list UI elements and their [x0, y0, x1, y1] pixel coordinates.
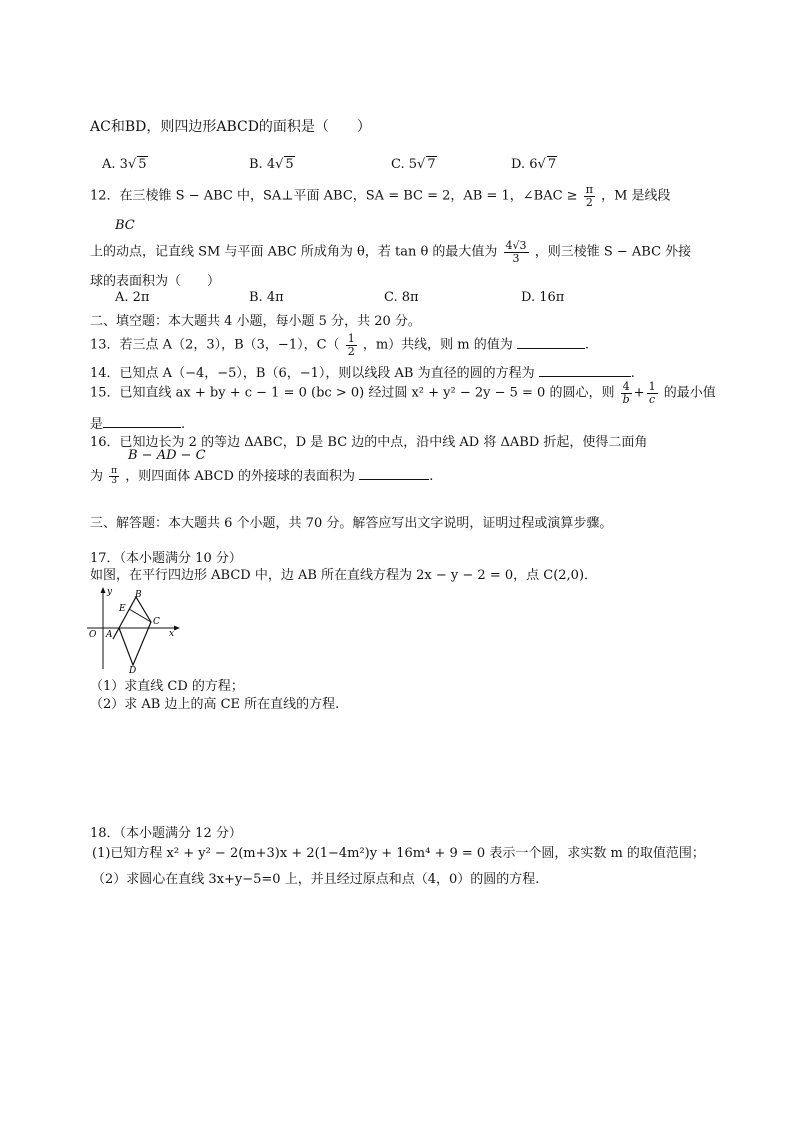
- fraction-denominator: c: [648, 392, 656, 406]
- answer-blank[interactable]: [539, 376, 631, 377]
- option-coef: 3: [119, 157, 128, 172]
- fraction-denominator: 3: [111, 476, 117, 486]
- q12-text-b: ，M 是线段: [601, 188, 671, 204]
- option-coef: 6: [529, 157, 538, 172]
- label-a: A: [106, 630, 113, 640]
- q16-line3: [90, 465, 433, 486]
- q12-line4: 球的表面积为（ ）: [90, 274, 221, 289]
- q11-stem: AC和BD，则四边形ABCD的面积是（ ）: [90, 119, 371, 135]
- q17-part-2: （2）求 AB 边上的高 CE 所在直线的方程.: [90, 697, 340, 712]
- q17-part-1: （1）求直线 CD 的方程；: [90, 679, 244, 694]
- q12-angle-fraction: [584, 184, 595, 208]
- q18-header: 18．（本小题满分 12 分）: [90, 826, 242, 841]
- label-y: y: [107, 587, 113, 597]
- fraction-denominator: 2: [347, 344, 355, 358]
- option-label: C.: [391, 157, 405, 172]
- q16-text-b: ，则四面体 ABCD 的外接球的表面积为: [125, 469, 356, 484]
- q18-part-2: （2）求圆心在直线 3x+y−5=0 上，并且经过原点和点（4，0）的圆的方程.: [92, 872, 540, 887]
- q15-end: .: [181, 417, 186, 432]
- q15-text-b: 的最小值: [663, 385, 716, 401]
- q12-option-c: C. 8π: [384, 290, 419, 305]
- label-x: x: [169, 629, 175, 639]
- q15-text-a: 15．已知直线 ax + by + c − 1 = 0 (bc > 0) 经过圆 x² + y² − 2y − 5 = 0 的圆心，则: [90, 385, 615, 401]
- section-2-heading: 二、填空题：本大题共 4 小题，每小题 5 分，共 20 分。: [90, 314, 421, 329]
- fraction-denominator: 2: [585, 195, 593, 209]
- label-c: C: [153, 617, 160, 627]
- answer-blank[interactable]: [517, 348, 585, 349]
- label-e: E: [119, 604, 126, 614]
- fraction-numerator: 1: [648, 380, 656, 393]
- y-axis-arrow: [101, 587, 106, 593]
- q12-line1: [90, 184, 671, 208]
- q12-text-d: ，则三棱锥 S − ABC 外接: [534, 244, 692, 260]
- option-radicand: 5: [138, 157, 147, 172]
- q12-line2: BC: [115, 218, 135, 233]
- q12-option-d: D. 16π: [521, 290, 565, 305]
- q11-option-b: B. 4√ 5: [249, 157, 294, 172]
- q11-option-c: C. 5√ 7: [391, 157, 436, 172]
- section-3-heading: 三、解答题：本大题共 6 个小题，共 70 分。解答应写出文字说明，证明过程或演算步骤。: [90, 516, 613, 531]
- q13-fraction: [346, 333, 357, 357]
- q17-figure: [85, 585, 190, 675]
- q17-header: 17．（本小题满分 10 分）: [90, 551, 242, 566]
- fraction-numerator: π: [585, 183, 593, 196]
- q11-option-d: D. 6√ 7: [511, 157, 557, 172]
- fraction-numerator: π: [111, 465, 118, 476]
- q12-text-a: 12．在三棱锥 S − ABC 中，SA⊥平面 ABC，SA = BC = 2，AB = 1，∠BAC ≥: [90, 188, 578, 204]
- option-coef: 4: [266, 157, 276, 172]
- q12-option-b: B. 4π: [249, 290, 284, 305]
- q15-line2: [90, 413, 185, 432]
- fraction-denominator: b: [622, 392, 630, 406]
- option-radicand: 7: [547, 157, 557, 172]
- q15-fraction-1: [621, 381, 632, 405]
- label-d: D: [129, 666, 137, 675]
- answer-blank[interactable]: [103, 427, 181, 428]
- q12-max-fraction: [504, 240, 529, 264]
- plus-sign: +: [633, 385, 645, 401]
- q14-text: 14．已知点 A（−4，−5），B（6，−1），则以线段 AB 为直径的圆的方程为: [90, 366, 535, 381]
- option-coef: 5: [408, 157, 418, 172]
- q13: [90, 333, 589, 357]
- option-label: B.: [249, 157, 263, 172]
- option-radicand: 5: [285, 157, 294, 172]
- option-label: D.: [511, 157, 526, 172]
- x-axis-arrow: [174, 626, 180, 631]
- fraction-numerator: 4√3: [505, 239, 527, 252]
- q15-fraction-2: [647, 381, 658, 405]
- q11-option-a: A. 3√ 5: [102, 157, 147, 172]
- q16-text-a: 为: [90, 469, 104, 484]
- fraction-numerator: 4: [621, 381, 632, 394]
- q16-fraction: [109, 467, 119, 487]
- q13-text-a: 13．若三点 A（2，3），B（3，−1），C（: [90, 337, 340, 353]
- option-radicand: 7: [427, 157, 436, 172]
- q17-body: 如图，在平行四边形 ABCD 中，边 AB 所在直线方程为 2x − y − 2 = 0，点 C(2,0)．: [90, 568, 598, 583]
- q14-end: .: [630, 366, 635, 381]
- label-o: O: [89, 630, 97, 640]
- line-ab-extension: [113, 628, 119, 639]
- q16-line1: 16．已知边长为 2 的等边 ΔABC，D 是 BC 边的中点，沿中线 AD 将 ΔABD 折起，使得二面角: [90, 435, 648, 450]
- q14: [90, 362, 635, 381]
- label-b: B: [135, 590, 142, 600]
- fraction-numerator: 1: [347, 332, 355, 345]
- q16-line2: B − AD − C: [128, 448, 206, 463]
- q13-end: .: [584, 337, 590, 353]
- q16-end: .: [429, 469, 434, 484]
- q15-text-c: 是: [90, 417, 104, 432]
- fraction-denominator: 3: [512, 251, 520, 265]
- q12-line3: [90, 240, 691, 264]
- option-label: A.: [102, 157, 116, 172]
- q18-part-1: (1)已知方程 x² + y² − 2(m+3)x + 2(1−4m²)y + 16m⁴ + 9 = 0 表示一个圆，求实数 m 的取值范围；: [92, 846, 705, 861]
- q12-option-a: A. 2π: [115, 290, 150, 305]
- q15-line1: [90, 381, 716, 405]
- q13-text-b: ，m）共线，则 m 的值为: [362, 337, 513, 353]
- q12-text-c: 上的动点，记直线 SM 与平面 ABC 所成角为 θ，若 tan θ 的最大值为: [90, 244, 498, 260]
- answer-blank[interactable]: [359, 479, 429, 480]
